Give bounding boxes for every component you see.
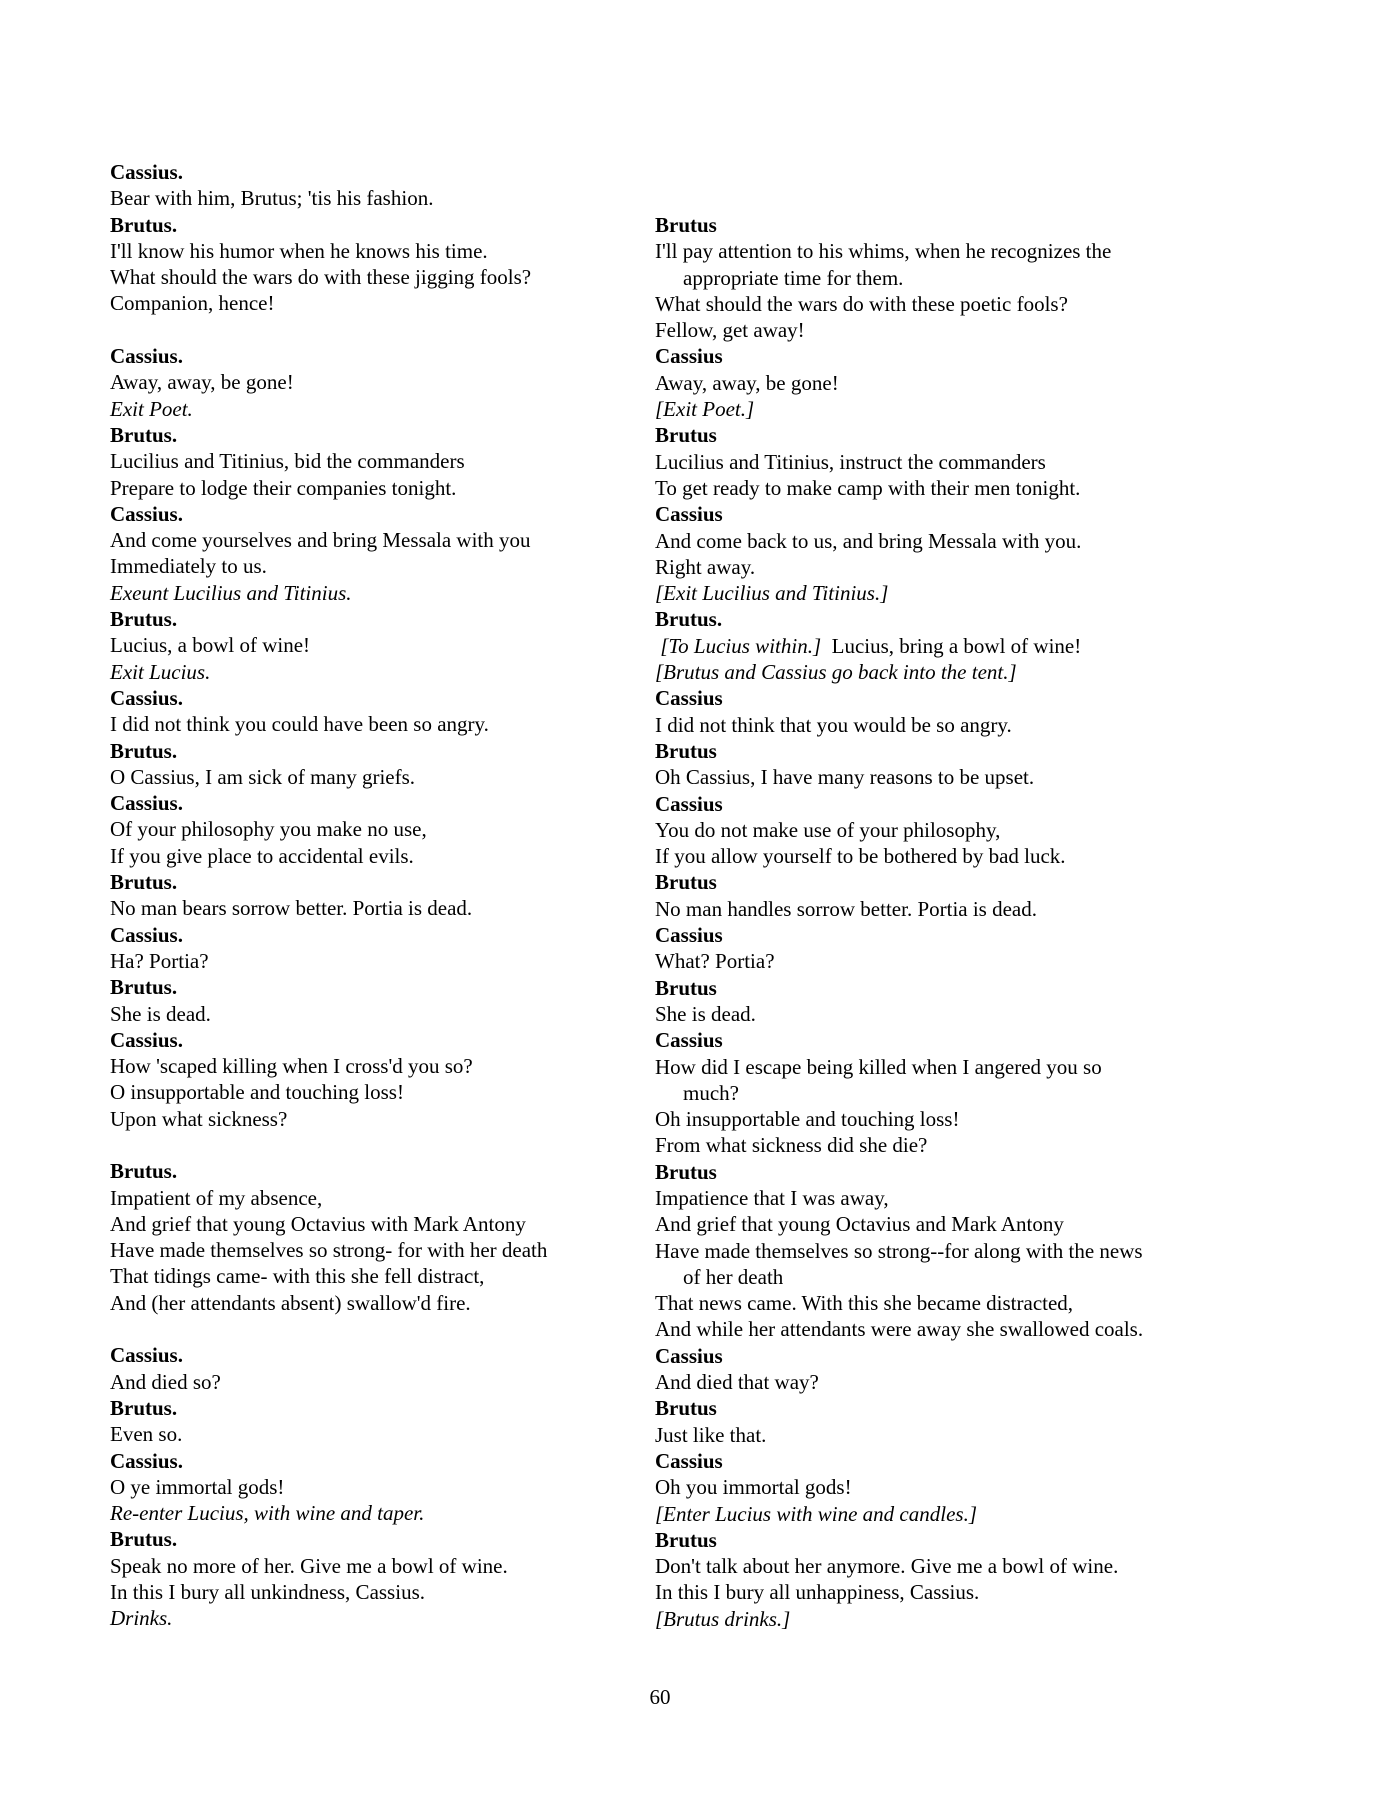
dialogue-line: O insupportable and touching loss!	[110, 1080, 404, 1105]
speaker-name: Cassius.	[110, 160, 183, 184]
dialogue-line: What should the wars do with these poetic fools?	[655, 291, 1068, 316]
dialogue-line: Lucilius and Titinius, instruct the commanders	[655, 449, 1046, 474]
speaker-name: Brutus.	[110, 870, 178, 895]
speaker-name: Cassius.	[110, 1027, 183, 1052]
speaker-name: Brutus	[655, 738, 717, 763]
speaker-name: Cassius.	[110, 344, 183, 369]
left-column	[110, 159, 655, 1632]
dialogue-line: That news came. With this she became distracted,	[655, 1291, 1074, 1316]
speaker-name: Brutus.	[110, 1527, 178, 1552]
dialogue-line: Ha? Portia?	[110, 948, 209, 973]
dialogue-line: And come yourselves and bring Messala with you	[110, 528, 531, 553]
dialogue-line: How 'scaped killing when I cross'd you so?	[110, 1054, 473, 1079]
stage-direction: [Brutus and Cassius go back into the tent.]	[655, 660, 1017, 685]
dialogue-text: Lucius, bring a bowl of wine!	[821, 633, 1082, 658]
speaker-name: Brutus	[655, 975, 717, 1000]
dialogue-line-with-stage-direction	[655, 633, 1215, 659]
stage-direction: [To Lucius within.]	[655, 633, 822, 658]
dialogue-line: You do not make use of your philosophy,	[655, 817, 1001, 842]
dialogue-line: Impatience that I was away,	[655, 1185, 889, 1210]
speaker-name: Brutus.	[110, 607, 178, 632]
dialogue-line: I did not think that you would be so angry.	[655, 712, 1012, 737]
dialogue-line: much?	[683, 1080, 739, 1105]
speaker-name: Brutus	[655, 1527, 717, 1552]
dialogue-line: In this I bury all unhappiness, Cassius.	[655, 1580, 980, 1605]
dialogue-line: Companion, hence!	[110, 291, 275, 316]
dialogue-line: Oh insupportable and touching loss!	[655, 1107, 960, 1132]
dialogue-line: From what sickness did she die?	[655, 1133, 928, 1158]
speaker-name: Cassius	[655, 686, 723, 711]
dialogue-line: appropriate time for them.	[683, 265, 904, 290]
dialogue-line: No man bears sorrow better. Portia is dead.	[110, 896, 473, 921]
speaker-name: Cassius.	[110, 922, 183, 947]
dialogue-line: Just like that.	[655, 1422, 767, 1447]
dialogue-line: And grief that young Octavius with Mark Antony	[110, 1211, 526, 1236]
stage-direction: Drinks.	[110, 1606, 173, 1631]
dialogue-line: Have made themselves so strong- for with her death	[110, 1238, 548, 1263]
dialogue-line: What? Portia?	[655, 949, 775, 974]
speaker-name: Brutus.	[110, 422, 178, 447]
dialogue-line: Oh Cassius, I have many reasons to be upset.	[655, 765, 1035, 790]
speaker-name: Cassius	[655, 1028, 723, 1053]
speaker-name: Brutus.	[110, 1159, 178, 1184]
speaker-name: Brutus	[655, 213, 717, 237]
dialogue-line: She is dead.	[655, 1001, 756, 1026]
stage-direction: Re-enter Lucius, with wine and taper.	[110, 1501, 425, 1526]
dialogue-line: Even so.	[110, 1422, 183, 1447]
blank-line	[110, 317, 655, 343]
dialogue-line: And died that way?	[655, 1370, 819, 1395]
dialogue-line: In this I bury all unkindness, Cassius.	[110, 1580, 425, 1605]
speaker-name: Brutus.	[110, 212, 178, 237]
dialogue-line: And died so?	[110, 1369, 221, 1394]
dialogue-line: Impatient of my absence,	[110, 1185, 323, 1210]
dialogue-line: To get ready to make camp with their men tonight.	[655, 475, 1081, 500]
speaker-name: Cassius.	[110, 685, 183, 710]
dialogue-line: That tidings came- with this she fell distract,	[110, 1264, 485, 1289]
speaker-name: Cassius.	[110, 1343, 183, 1368]
dialogue-line: O ye immortal gods!	[110, 1474, 285, 1499]
page-number: 60	[649, 1685, 671, 1709]
dialogue-line: Oh you immortal gods!	[655, 1475, 852, 1500]
speaker-name: Brutus	[655, 1159, 717, 1184]
dialogue-line: I did not think you could have been so angry.	[110, 712, 489, 737]
right-column	[655, 212, 1215, 1632]
speaker-name: Cassius	[655, 1448, 723, 1473]
dialogue-line: And (her attendants absent) swallow'd fire.	[110, 1290, 471, 1315]
speaker-name: Brutus	[655, 1396, 717, 1421]
dialogue-line: Prepare to lodge their companies tonight.	[110, 475, 457, 500]
dialogue-line: Of your philosophy you make no use,	[110, 817, 427, 842]
dialogue-line: Lucilius and Titinius, bid the commanders	[110, 449, 465, 474]
dialogue-line: I'll pay attention to his whims, when he recognizes the	[655, 239, 1112, 264]
dialogue-line: of her death	[683, 1264, 784, 1289]
stage-direction: Exit Poet.	[110, 396, 193, 421]
speaker-name: Cassius	[655, 923, 723, 948]
speaker-name: Cassius	[655, 344, 723, 369]
dialogue-line: Upon what sickness?	[110, 1106, 288, 1131]
speaker-name: Brutus.	[110, 975, 178, 1000]
dialogue-line: Bear with him, Brutus; 'tis his fashion.	[110, 186, 434, 211]
speaker-name: Cassius	[655, 791, 723, 816]
dialogue-line: If you allow yourself to be bothered by bad luck.	[655, 844, 1066, 869]
stage-direction: [Exit Poet.]	[655, 397, 755, 422]
dialogue-line: Immediately to us.	[110, 554, 267, 579]
dialogue-line: And grief that young Octavius and Mark Antony	[655, 1212, 1064, 1237]
blank-line	[110, 1316, 655, 1342]
dialogue-line: And come back to us, and bring Messala with you.	[655, 528, 1082, 553]
dialogue-line: O Cassius, I am sick of many griefs.	[110, 764, 416, 789]
blank-line	[110, 1132, 655, 1158]
speaker-name: Cassius	[655, 502, 723, 527]
dialogue-line: Don't talk about her anymore. Give me a bowl of wine.	[655, 1554, 1119, 1579]
dialogue-line: If you give place to accidental evils.	[110, 843, 414, 868]
dialogue-line: Speak no more of her. Give me a bowl of wine.	[110, 1553, 508, 1578]
speaker-name: Brutus.	[110, 1395, 178, 1420]
dialogue-line: What should the wars do with these jigging fools?	[110, 265, 532, 290]
dialogue-line: Right away.	[655, 554, 756, 579]
dialogue-line: Fellow, get away!	[655, 318, 805, 343]
dialogue-line: Away, away, be gone!	[655, 370, 839, 395]
stage-direction: [Enter Lucius with wine and candles.]	[655, 1501, 977, 1526]
dialogue-line: I'll know his humor when he knows his time.	[110, 238, 488, 263]
speaker-name: Cassius	[655, 1343, 723, 1368]
dialogue-line: Lucius, a bowl of wine!	[110, 633, 311, 658]
speaker-name: Cassius.	[110, 791, 183, 816]
speaker-name: Brutus.	[110, 738, 178, 763]
stage-direction: [Brutus drinks.]	[655, 1606, 791, 1631]
speaker-name: Brutus.	[655, 607, 723, 632]
speaker-name: Brutus	[655, 423, 717, 448]
stage-direction: [Exit Lucilius and Titinius.]	[655, 581, 889, 606]
dialogue-line: And while her attendants were away she swallowed coals.	[655, 1317, 1144, 1342]
dialogue-line: How did I escape being killed when I angered you so	[655, 1054, 1102, 1079]
dialogue-line: No man handles sorrow better. Portia is dead.	[655, 896, 1037, 921]
dialogue-line: She is dead.	[110, 1001, 211, 1026]
dialogue-line: Away, away, be gone!	[110, 370, 294, 395]
speaker-name: Cassius.	[110, 1448, 183, 1473]
speaker-name: Brutus	[655, 870, 717, 895]
dialogue-line: Have made themselves so strong--for along with the news	[655, 1238, 1143, 1263]
stage-direction: Exeunt Lucilius and Titinius.	[110, 580, 352, 605]
speaker-name: Cassius.	[110, 501, 183, 526]
stage-direction: Exit Lucius.	[110, 659, 211, 684]
